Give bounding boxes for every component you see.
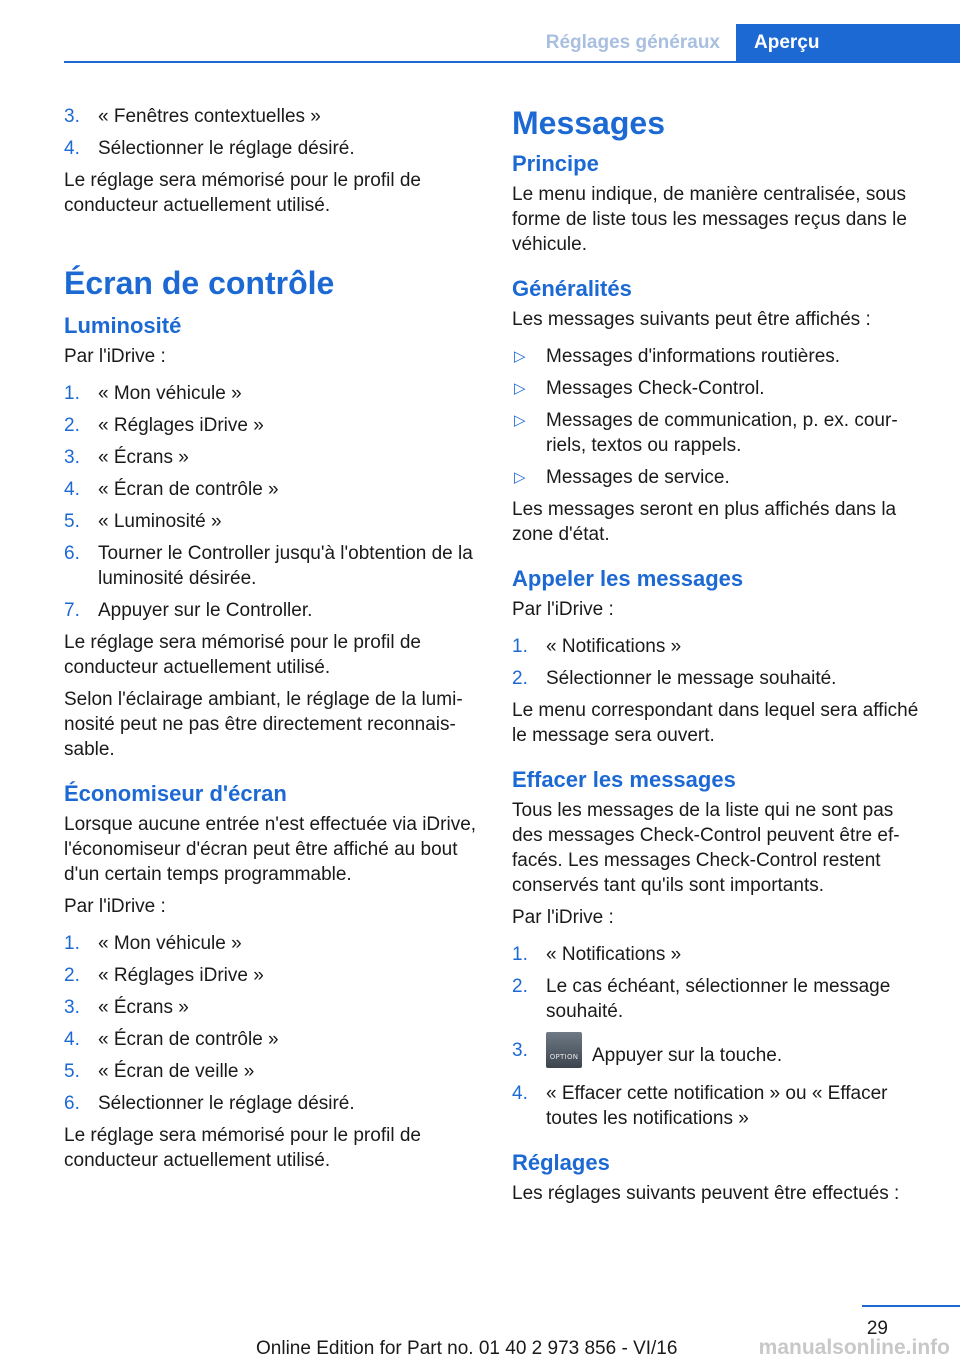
paragraph: Le réglage sera mémorisé pour le profil de conducteur actuellement utilisé. [64, 1125, 421, 1171]
heading-generalites: Généralités [512, 276, 632, 301]
left-column [64, 104, 480, 1180]
list-item: 4. « Écran de contrôle » [64, 479, 279, 500]
intro-text: Par l'iDrive : [512, 599, 614, 620]
list-item: 2. Sélectionner le message souhaité. [512, 668, 837, 689]
appeler-steps [512, 634, 928, 691]
list-item: 7. Appuyer sur le Controller. [64, 600, 313, 621]
paragraph: Les réglages suivants peuvent être effectués : [512, 1183, 900, 1204]
heading-luminosite: Luminosité [64, 313, 182, 338]
heading-effacer: Effacer les messages [512, 767, 736, 792]
section-title-messages: Messages [512, 105, 665, 141]
watermark: manualsonline.info [758, 1336, 950, 1359]
paragraph: Tous les messages de la liste qui ne sont pas des messages Check-Control peuvent être effacés. Les messages Check-Control restent conservés tant qu'ils sont importants. [512, 800, 900, 896]
paragraph: Lorsque aucune entrée n'est effectuée via iDrive, l'économiseur d'écran peut être affiché au bout d'un certain temps programmable. [64, 814, 477, 885]
paragraph: Les messages seront en plus affichés dans la zone d'état. [512, 499, 897, 545]
list-item: 4. Sélectionner le réglage désiré. [64, 138, 355, 159]
heading-economiseur: Économiseur d'écran [64, 781, 287, 806]
heading-principe: Principe [512, 151, 599, 176]
list-item: 5. « Luminosité » [64, 511, 222, 532]
heading-appeler: Appeler les messages [512, 566, 744, 591]
footer-rule [862, 1305, 960, 1307]
active-tab[interactable]: Aperçu [736, 24, 960, 61]
option-button-icon: OPTION [546, 1032, 582, 1068]
list-item: 2. « Réglages iDrive » [64, 965, 264, 986]
page-title: Écran de contrôle [64, 265, 335, 301]
list-item: 3. « Écrans » [64, 447, 189, 468]
list-item: 6. Tourner le Controller jusqu'à l'obtention de la luminosité désirée. [64, 543, 473, 589]
economiseur-steps [64, 931, 480, 1116]
list-item: 3. OPTION Appuyer sur la touche. [512, 1038, 928, 1074]
list-item: 6. Sélectionner le réglage désiré. [64, 1093, 355, 1114]
message-types-list [512, 344, 928, 490]
bullet-triangle-icon: ▷ [514, 380, 526, 397]
list-item: 1. « Notifications » [512, 944, 682, 965]
effacer-steps [512, 942, 928, 1131]
list-item: ▷ Messages de service. [514, 467, 730, 488]
intro-text: Par l'iDrive : [64, 346, 166, 367]
list-item: 3. « Fenêtres contextuelles » [64, 106, 321, 127]
footer-edition: Online Edition for Part no. 01 40 2 973 856 - VI/16 [256, 1338, 678, 1359]
intro-text: Par l'iDrive : [512, 907, 614, 928]
list-item: 3. « Écrans » [64, 997, 189, 1018]
list-item: 2. Le cas échéant, sélectionner le message souhaité. [512, 976, 891, 1022]
list-item: 2. « Réglages iDrive » [64, 415, 264, 436]
list-item: 1. « Mon véhicule » [64, 933, 242, 954]
section-tab[interactable]: Réglages généraux [545, 32, 720, 53]
bullet-triangle-icon: ▷ [514, 348, 526, 365]
intro-text: Par l'iDrive : [64, 896, 166, 917]
paragraph: Le menu indique, de manière centralisée, sous forme de liste tous les messages reçus dans le véhicule. [512, 184, 907, 255]
list-item: 1. « Mon véhicule » [64, 383, 242, 404]
paragraph: Le réglage sera mémorisé pour le profil de conducteur actuellement utilisé. [64, 632, 421, 678]
bullet-triangle-icon: ▷ [514, 412, 526, 429]
bullet-triangle-icon: ▷ [514, 469, 526, 486]
heading-reglages: Réglages [512, 1150, 610, 1175]
list-item: 4. « Écran de contrôle » [64, 1029, 279, 1050]
page-number: 29 [866, 1318, 888, 1339]
right-column [512, 104, 928, 1213]
list-item: 1. « Notifications » [512, 636, 682, 657]
list-item: ▷ Messages d'informations routières. [514, 346, 841, 367]
paragraph: Le menu correspondant dans lequel sera affiché le message sera ouvert. [512, 700, 919, 746]
paragraph: Selon l'éclairage ambiant, le réglage de la luminosité peut ne pas être directement reconnaissable. [64, 689, 463, 760]
list-item: 4. « Effacer cette notification » ou « Effacer toutes les notifications » [512, 1083, 888, 1129]
list-item: ▷ Messages de communication, p. ex. courriels, textos ou rappels. [514, 410, 898, 456]
list-item: 5. « Écran de veille » [64, 1061, 255, 1082]
header-rule [64, 61, 960, 63]
luminosite-steps [64, 381, 480, 623]
list-item: ▷ Messages Check-Control. [514, 378, 765, 399]
steps-list-a [64, 104, 480, 161]
intro-text: Les messages suivants peut être affichés : [512, 309, 871, 330]
paragraph: Le réglage sera mémorisé pour le profil de conducteur actuellement utilisé. [64, 170, 421, 216]
